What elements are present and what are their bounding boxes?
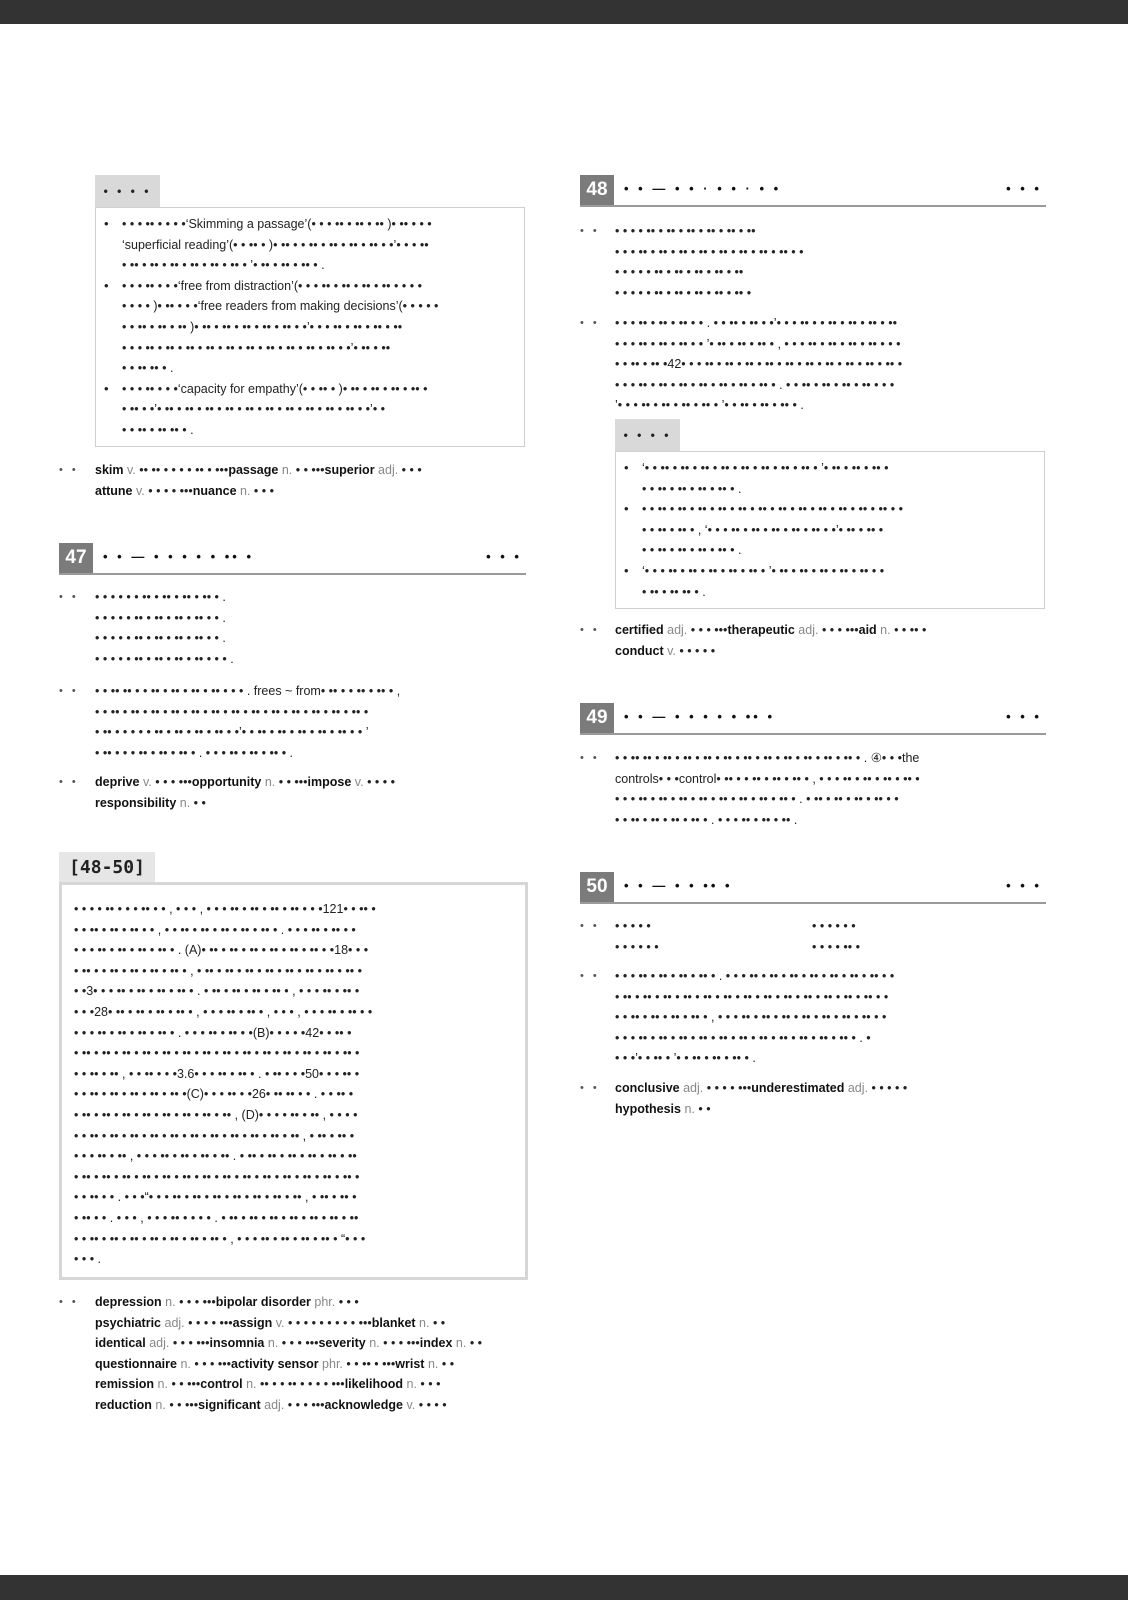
explanation-marker: • • — [59, 685, 79, 697]
part-of-speech: adj. — [663, 623, 691, 637]
bullet-item — [616, 561, 1038, 602]
answer-choices — [95, 587, 525, 669]
choice-text: • • • • •• • •• • •• • •• • • . — [102, 610, 226, 625]
part-of-speech: v. — [351, 775, 368, 789]
bullet-line: • ‘• • •• • •• • •• • •• • •• • •• • •• • •• • ’• •• • •• • •• • — [642, 461, 889, 475]
choice-item — [95, 649, 525, 670]
part-of-speech: n. — [161, 1295, 180, 1309]
bullet-line: • • •• • •• • •• • •• • . — [642, 481, 742, 496]
vocab-meaning: • • • • — [418, 1397, 447, 1412]
vocabulary-list — [95, 460, 525, 501]
bullet-list — [616, 458, 1038, 602]
vocab-row — [95, 460, 525, 481]
explanation-text — [615, 748, 1055, 830]
choice-text: • • • • •• • •• • •• • •• • •• — [622, 265, 744, 280]
choice-text: • • • • • — [819, 919, 856, 933]
vocab-row — [95, 1333, 525, 1354]
vocab-marker: • • — [580, 1082, 600, 1094]
vocab-word: insomnia — [209, 1336, 265, 1351]
part-of-speech: n. — [365, 1336, 384, 1351]
bullet-dot: • — [812, 939, 820, 954]
vocab-meaning: • • • ••• — [690, 623, 728, 637]
bullet-line: • • • •• • •• • •• • •• • •• • •• • •• • •• • •• • •• • •• • •• • • — [642, 502, 903, 517]
question-number: 47 — [59, 543, 93, 573]
part-of-speech: v. — [139, 775, 156, 789]
choice-text: • • • •• • •• • •• • •• • •• • •• — [622, 224, 756, 238]
part-of-speech: v. — [272, 1315, 289, 1330]
vocab-meaning: • • • • ••• — [188, 1315, 233, 1330]
part-of-speech: v. — [132, 483, 149, 498]
passage-line: • •• • • . • • • , • • • •• • • • • . • •• • •• • •• • •• • •• • •• • •• — [74, 1210, 359, 1225]
bullet-line: • • •• • •• • •• • •• • . — [642, 543, 742, 558]
vocab-meaning: • • • • • — [679, 643, 716, 658]
bullet-dot: • — [812, 919, 820, 933]
part-of-speech: n. — [415, 1315, 433, 1330]
vocab-marker: • • — [580, 624, 600, 636]
vocab-row — [95, 772, 525, 793]
part-of-speech: phr. — [318, 1356, 347, 1371]
question-header-48 — [580, 175, 1046, 207]
vocab-row — [615, 1078, 1045, 1099]
part-of-speech: v. — [663, 643, 680, 658]
bullet-dot: • — [95, 590, 103, 604]
vocab-marker: • • — [59, 464, 79, 476]
vocab-meaning: • • • • ••• — [706, 1081, 752, 1095]
explanation-text — [95, 681, 525, 763]
part-of-speech: n. — [876, 623, 895, 637]
part-of-speech: phr. — [310, 1295, 339, 1309]
choices-marker: • • — [59, 591, 79, 603]
explanation-marker: • • — [580, 752, 600, 764]
choice-item — [812, 937, 992, 958]
choice-item — [812, 916, 992, 937]
vocab-word: bipolar disorder — [215, 1295, 311, 1309]
answer-label: • • • — [1006, 878, 1042, 893]
bullet-dot: • — [95, 610, 103, 625]
bullet-line: • • • • •• • • •‘capacity for empathy’(• • •• • )• •• • •• • •• • •• • — [122, 381, 428, 396]
part-of-speech: adj. — [161, 1315, 189, 1330]
part-of-speech: n. — [151, 1397, 170, 1412]
part-of-speech: n. — [176, 795, 194, 810]
vocab-word: psychiatric — [95, 1315, 162, 1330]
vocab-meaning: • • • ••• — [179, 1295, 216, 1309]
vocab-word: hypothesis — [615, 1101, 681, 1116]
part-of-speech: v. — [402, 1397, 419, 1412]
part-of-speech: n. — [236, 483, 254, 498]
vocab-meaning: • • — [441, 1356, 455, 1371]
passage-line: • • • •• • •• , • • • •• • •• • •• • •• . • •• • •• • •• • •• • •• • •• — [74, 1149, 357, 1164]
bullet-line: • • •• • •• • , ‘• • • •• • •• • •• • •• • •• • •’• •• • •• • — [642, 522, 884, 537]
explanation-tag: • • • • — [615, 419, 680, 451]
vocab-word: questionnaire — [95, 1356, 177, 1371]
explanation-line: • •• • • • •• • •• • •• • . • • • •• • •• • •• • . — [95, 745, 294, 760]
explanation-text — [615, 966, 1055, 1069]
top-bar — [0, 0, 1128, 24]
vocab-meaning: • • • ••• — [194, 1356, 232, 1371]
vocab-meaning: • • • — [253, 483, 274, 498]
bullet-dot: • — [615, 224, 623, 238]
question-number: 49 — [580, 703, 614, 733]
bullet-line: • •• • •’• •• • •• • •• • •• • •• • •• • •• • •• • •• • •• • •’• • — [122, 402, 386, 417]
vocab-word: responsibility — [95, 795, 177, 810]
choices-marker: • • — [580, 225, 600, 237]
part-of-speech: n. — [278, 463, 296, 477]
vocab-word: identical — [95, 1336, 146, 1351]
answer-label: • • • — [1006, 709, 1042, 724]
part-of-speech: n. — [424, 1356, 442, 1371]
answer-choices-right — [812, 916, 992, 957]
passage-line: • • •28• •• • •• • •• • •• • , • • • •• • •• • , • • • , • • • •• • •• • • — [74, 1004, 373, 1019]
vocab-marker: • • — [59, 1296, 79, 1308]
explanation-line: • • • •• • •• • •• • •• • •• • •• • •• • •• • . • •• • •• • •• • •• • • — [615, 792, 899, 807]
vocab-meaning: • • • ••• — [287, 1397, 325, 1412]
part-of-speech: n. — [261, 775, 279, 789]
passage-line: • •3• • • •• • •• • •• • •• • . • •• • •• • •• • •• • , • • • •• • •• • — [74, 984, 360, 999]
explanation-marker: • • — [580, 970, 600, 982]
bullet-line: • • •• • •• • •• )• •• • •• • •• • •• • •• • •’• • • •• • •• • •• • •• — [122, 319, 403, 334]
vocab-meaning: • • • • • • • • • ••• — [288, 1315, 372, 1330]
explanation-line: • • • •• • •• • •• • • ’• •• • •• • •• • , • • • •• • •• • •• • •• • • • — [615, 336, 901, 351]
vocab-meaning: • • • • — [367, 775, 395, 789]
bullet-item — [96, 276, 518, 379]
choice-item — [95, 587, 525, 608]
vocab-word: therapeutic — [727, 623, 795, 637]
vocab-meaning: • • • — [420, 1377, 441, 1392]
vocab-word: deprive — [95, 775, 140, 789]
vocab-word: conduct — [615, 643, 664, 658]
bullet-item — [616, 458, 1038, 499]
bullet-item — [96, 379, 518, 441]
part-of-speech: n. — [264, 1336, 282, 1351]
vocab-row — [95, 1354, 525, 1375]
bullet-line: • •• • •• •• • . — [642, 584, 706, 599]
vocab-meaning: • • • ••• — [383, 1336, 420, 1351]
passage-line: • •• • •• • •• • •• • •• • •• • •• • •• • •• • •• • •• • •• • •• • •• • — [74, 1169, 360, 1184]
explanation-line: • • •• • •• • •• • •• • •• • •• • •• • •• • •• • •• • •• • •• • •• • — [95, 704, 369, 719]
part-of-speech: n. — [242, 1377, 260, 1392]
passage-line: • • • . — [74, 1252, 102, 1267]
answer-choices-left — [615, 916, 795, 957]
bullet-line: • • •• •• • . — [122, 361, 174, 376]
bullet-line: • • • •• • •• • •• • •• • •• • •• • •• • •• • •• • •• • •’• •• • •• — [122, 340, 391, 355]
part-of-speech: n. — [452, 1336, 470, 1351]
explanation-line: • • • •• • •• • •• • • . • • •• • •• • •’• • • •• • • •• • •• • •• • •• — [615, 316, 898, 330]
vocab-meaning: • • •• • — [894, 623, 927, 637]
passage-line: • • •• • • . • • •“• • • •• • •• • •• • •• • •• • •• • •• , • •• • •• • — [74, 1190, 357, 1205]
choice-text: • • • • • •• • •• • •• • •• • . — [102, 590, 226, 604]
explanation-line: • • •’• • •• • ’• • •• • •• • •• • . — [615, 1051, 756, 1066]
part-of-speech: adj. — [794, 623, 822, 637]
part-of-speech: adj. — [145, 1336, 173, 1351]
reading-passage — [59, 882, 528, 1280]
vocab-row — [95, 1374, 525, 1395]
vocab-meaning: • • ••• — [295, 463, 325, 477]
vocab-word: attune — [95, 483, 133, 498]
vocab-row — [95, 1395, 525, 1416]
choice-item — [615, 916, 795, 937]
vocab-word: reduction — [95, 1397, 152, 1412]
vocab-word: aid — [858, 623, 877, 637]
vocab-meaning: • • •• • ••• — [346, 1356, 396, 1371]
vocab-meaning: • • ••• — [169, 1397, 199, 1412]
question-title: • • — • • · • • · • • — [624, 181, 782, 196]
choice-text: • • • • •• • •• • •• • •• • • • . — [102, 651, 234, 666]
vocab-row — [95, 1292, 525, 1313]
vocabulary-list — [95, 772, 525, 813]
bullet-item — [96, 214, 518, 276]
vocab-word: activity sensor — [231, 1356, 319, 1371]
explanation-line: • • •• •• • • •• • •• • •• • •• • • • . frees ~ from• •• • • •• • •• • , — [95, 684, 401, 698]
vocabulary-list — [95, 1292, 525, 1416]
vocab-word: opportunity — [191, 775, 262, 789]
explanation-tag: • • • • — [95, 175, 160, 207]
vocab-word: index — [419, 1336, 453, 1351]
question-number: 48 — [580, 175, 614, 205]
vocab-row — [95, 481, 525, 502]
part-of-speech: n. — [176, 1356, 195, 1371]
choice-text: • • • • •• • •• • •• • •• • • . — [102, 631, 226, 646]
choice-item — [615, 283, 1045, 304]
choices-marker: • • — [580, 920, 600, 932]
passage-tab: [48-50] — [59, 852, 155, 882]
choice-item — [615, 221, 1045, 242]
explanation-line: controls• • •control• •• • • •• • •• • •• • , • • • •• • •• • •• • •• • — [615, 771, 920, 786]
part-of-speech: n. — [403, 1377, 421, 1392]
vocab-row — [95, 1313, 525, 1334]
vocab-word: underestimated — [751, 1081, 845, 1095]
vocab-meaning: • • • ••• — [172, 1336, 210, 1351]
choice-item — [615, 262, 1045, 283]
bottom-bar — [0, 1575, 1128, 1600]
vocab-meaning: • • • ••• — [281, 1336, 319, 1351]
bullet-line: • • • • )• •• • • •‘free readers from making decisions’(• • • • • — [122, 299, 439, 314]
question-header-47 — [59, 543, 526, 575]
bullet-item — [616, 499, 1038, 561]
bullet-dot: • — [95, 651, 103, 666]
bullet-dot: • — [615, 919, 623, 933]
passage-line: • • • •• • •• • •• • •• • . (A)• •• • •• • •• • •• • •• • •• • •18• • • — [74, 943, 369, 958]
vocab-word: conclusive — [615, 1081, 680, 1095]
vocab-word: wrist — [395, 1356, 425, 1371]
explanation-line: • • • •• • •• • •• • •• • . • • • •• • •• • •• • •• • •• • •• • •• • • — [615, 969, 895, 983]
vocab-meaning: • • • • • — [871, 1081, 908, 1095]
part-of-speech: n. — [681, 1101, 699, 1116]
choice-item — [95, 628, 525, 649]
vocab-meaning: • • • • ••• — [148, 483, 193, 498]
bullet-dot: • — [95, 631, 103, 646]
vocab-meaning: • • — [469, 1336, 483, 1351]
bullet-line: • • • • •• • • • •‘Skimming a passage’(• • • •• • •• • •• )• •• • • • — [122, 217, 432, 231]
bullet-line: • •• • •• • •• • •• • •• • •• • ’• •• • •• • •• • . — [122, 258, 325, 273]
vocab-meaning: • • • ••• — [155, 775, 192, 789]
bullet-line: • ‘• • • •• • •• • •• • •• • •• • ’• •• • •• • •• • •• • •• • • — [642, 563, 885, 578]
vocab-meaning: •• • • •• • • • • ••• — [260, 1377, 345, 1392]
question-title: • • — • • • • • •• • — [103, 549, 255, 564]
explanation-line: • • •• • •• •42• • • •• • •• • •• • •• • •• • •• • •• • •• • •• • •• • — [615, 357, 903, 372]
vocab-row — [95, 793, 525, 814]
bullet-dot: • — [615, 244, 623, 259]
vocabulary-list — [615, 1078, 1045, 1119]
vocab-meaning: • • • — [338, 1295, 359, 1309]
answer-choices — [615, 221, 1045, 303]
passage-line: • •• • • •• • •• • •• • •• • , • •• • •• • •• • •• • •• • •• • •• • •• • — [74, 963, 362, 978]
explanation-text — [615, 313, 1055, 416]
explanation-line: • • • •• • •• • •• • •• • •• • •• • •• • •• • •• • •• • •• • . • — [615, 1030, 871, 1045]
question-header-50 — [580, 872, 1046, 904]
vocab-word: skim — [95, 463, 124, 477]
vocab-word: acknowledge — [324, 1397, 403, 1412]
part-of-speech: adj. — [374, 463, 402, 477]
passage-line: • •• • •• • •• • •• • •• • •• • •• • •• • •• • •• • •• • •• • •• • •• • — [74, 1046, 360, 1061]
vocab-row — [615, 641, 1045, 662]
vocab-word: likelihood — [344, 1377, 404, 1392]
explanation-marker: • • — [580, 317, 600, 329]
passage-line: • •• • •• • •• • •• • •• • •• • •• • •• , (D)• • • • •• • •• , • • • • — [74, 1107, 358, 1122]
passage-line: • • • •• • •• • •• • •• • . • • • •• • •• • •(B)• • • • •42• • •• • — [74, 1025, 352, 1040]
vocab-marker: • • — [59, 776, 79, 788]
vocab-meaning: • • • ••• — [821, 623, 859, 637]
question-title: • • — • • •• • — [624, 878, 733, 893]
answer-label: • • • — [486, 549, 522, 564]
explanation-line: • • •• • •• • •• • •• • , • • • •• • •• • •• • •• • •• • •• • •• • • — [615, 1010, 887, 1025]
choice-item — [615, 242, 1045, 263]
explanation-line: • • • •• • •• • •• • •• • •• • •• • •• • . • • •• • •• • •• • •• • • • — [615, 377, 895, 392]
choice-text: • • • • •• • •• • •• • •• • •• • — [622, 285, 752, 300]
explanation-box — [615, 451, 1045, 609]
question-number: 50 — [580, 872, 614, 902]
vocab-meaning: • • — [432, 1315, 446, 1330]
choice-text: • • • •• • — [819, 939, 861, 954]
choice-text: • • •• • •• • •• • •• • •• • •• • •• • •• • • — [622, 244, 804, 259]
choice-item — [95, 608, 525, 629]
explanation-line: ’• • • •• • •• • •• • •• • ’• • •• • •• • •• • . — [615, 398, 804, 413]
vocab-word: depression — [95, 1295, 162, 1309]
passage-line: • • •• • •• • •• • •• • •• •(C)• • • •• • •26• •• •• • • . • • •• • — [74, 1087, 354, 1102]
explanation-line: • •• • •• • •• • •• • •• • •• • •• • •• • •• • •• • •• • •• • •• • • — [615, 989, 889, 1004]
vocab-word: significant — [198, 1397, 261, 1412]
bullet-dot: • — [615, 265, 623, 280]
part-of-speech: adj. — [260, 1397, 288, 1412]
vocab-word: certified — [615, 623, 664, 637]
part-of-speech: adj. — [844, 1081, 872, 1095]
explanation-line: • • •• •• • •• • •• • •• • •• • •• • •• • •• • •• • •• • •• • . ④• • •the — [615, 751, 920, 765]
bullet-dot: • — [615, 285, 623, 300]
passage-line: • • • • •• • • • •• • • , • • • , • • • •• • •• • •• • •• • • •121• • •• • — [74, 902, 376, 916]
vocab-row — [615, 620, 1045, 641]
bullet-list — [96, 214, 518, 441]
vocab-word: impose — [307, 775, 352, 789]
choice-text: • • • • • — [622, 939, 659, 954]
part-of-speech: adj. — [679, 1081, 707, 1095]
vocab-meaning: • • — [193, 795, 206, 810]
vocab-meaning: • • — [698, 1101, 711, 1116]
bullet-line: ‘superficial reading’(• • •• • )• •• • • •• • •• • •• • •• • •’• • • •• — [122, 237, 429, 252]
vocab-meaning: •• •• • • • • •• • ••• — [139, 463, 229, 477]
part-of-speech: v. — [123, 463, 140, 477]
bullet-line: • • •• • •• •• • . — [122, 422, 194, 437]
question-title: • • — • • • • • •• • — [624, 709, 776, 724]
vocabulary-list — [615, 620, 1045, 661]
part-of-speech: n. — [154, 1377, 172, 1392]
vocab-word: superior — [324, 463, 375, 477]
answer-label: • • • — [1006, 181, 1042, 196]
vocab-word: passage — [228, 463, 279, 477]
explanation-box — [95, 207, 525, 447]
vocab-meaning: • • • — [401, 463, 422, 477]
vocab-word: blanket — [371, 1315, 416, 1330]
explanation-line: • • •• • •• • •• • •• • . • • • •• • •• • •• . — [615, 812, 798, 827]
question-header-49 — [580, 703, 1046, 735]
passage-line: • • •• • •• • •• • •• • •• • •• • •• • •• • •• • •• • •• , • •• • •• • — [74, 1128, 355, 1143]
bullet-dot: • — [615, 939, 623, 954]
vocab-word: control — [200, 1377, 243, 1392]
explanation-line: • •• • • • • • •• • •• • •• • •• • •’• • •• • •• • •• • •• • •• • • ’ — [95, 725, 369, 740]
passage-line: • • •• • •• • •• • •• • •• • •• • •• • , • • • •• • •• • •• • •• • “• • • — [74, 1231, 366, 1246]
vocab-word: nuance — [192, 483, 237, 498]
vocab-word: remission — [95, 1377, 155, 1392]
passage-line: • • •• • •• • •• • • , • • •• • •• • •• • •• • •• • . • • • •• • •• • • — [74, 922, 356, 937]
bullet-line: • • • • •• • • •‘free from distraction’(• • • •• • •• • •• • •• • • • • — [122, 278, 422, 293]
vocab-word: assign — [232, 1315, 273, 1330]
choice-item — [615, 937, 795, 958]
choice-text: • • • • — [622, 919, 651, 933]
vocab-row — [615, 1099, 1045, 1120]
vocab-word: severity — [318, 1336, 366, 1351]
vocab-meaning: • • ••• — [278, 775, 308, 789]
vocab-meaning: • • ••• — [171, 1377, 201, 1392]
passage-line: • • •• • •• , • • •• • • •3.6• • • •• • •• • . • •• • • •50• • • •• • — [74, 1066, 360, 1081]
